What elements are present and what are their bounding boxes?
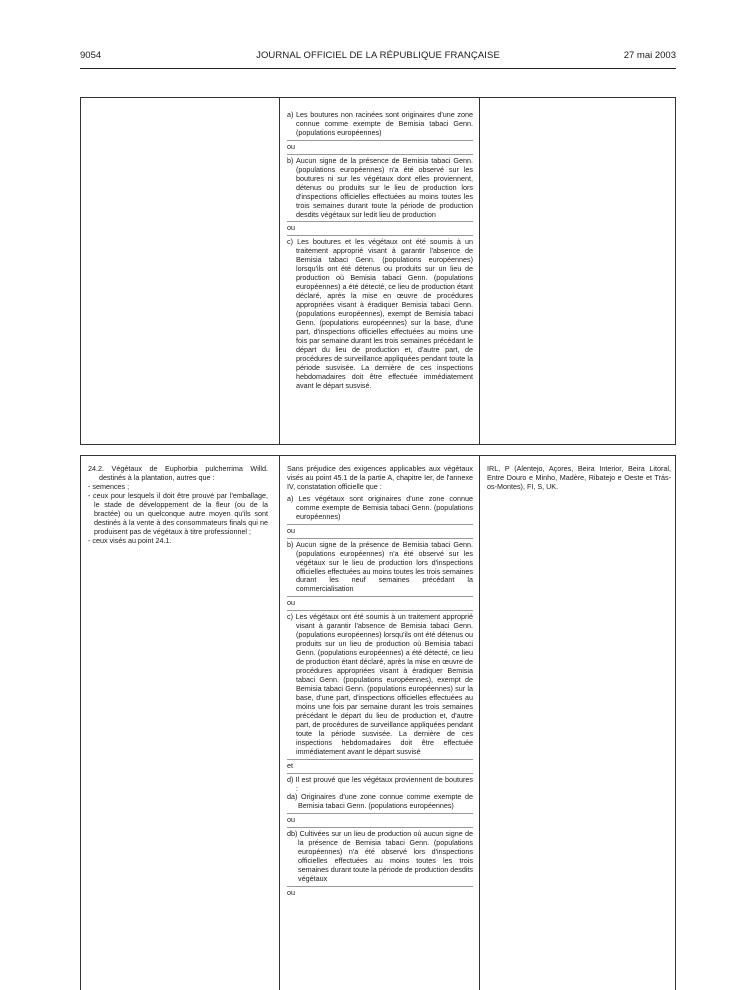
conjunction-ou: ou — [287, 598, 295, 608]
header-rule — [80, 68, 676, 69]
publication-date: 27 mai 2003 — [623, 50, 676, 61]
protected-zones-text: IRL, P (Alentejo, Açores, Beira Interior, Beira Litoral, Entre Douro e Minho, Madère, Ribatejo e Oeste et Trás-os-Montes), FI, S, UK. — [487, 464, 671, 491]
clause-da: da) Originaires d'une zone connue comme exempte de Bemisia tabaci Genn. (populations européennes) — [287, 792, 473, 811]
clause-separator — [287, 773, 473, 774]
clause-separator — [287, 610, 473, 611]
table-row — [80, 455, 676, 990]
conjunction-ou: ou — [287, 525, 295, 535]
list-item: - ceux visés au point 24.1. — [88, 535, 172, 545]
clause-separator — [287, 596, 473, 597]
list-item: - ceux pour lesquels il doit être prouvé par l'emballage, le stade de développement de la fleur (ou de la bractée) ou un quelconque autre moyen qu'ils sont destinés à la vente à des consommateurs finals qui ne produisent pas de végétaux à titre professionnel ; — [88, 490, 268, 536]
clause-separator — [287, 759, 473, 760]
conjunction-ou: ou — [287, 141, 295, 151]
clause-c: c) Les végétaux ont été soumis à un traitement approprié visant à garantir l'absence de Bemisia tabaci Genn. (populations européennes) lorsqu'ils ont été détenus ou produits sur un lieu de production où Bemisia tabaci Genn. (populations européennes) a été détecté, ce lieu de production étant déclaré, après la mise en œuvre de procédures appropriées visant à éradiquer Bemisia tabaci Genn. (populations européennes), exempt de Bemisia tabaci Genn. (populations européennes) sur la base, d'une part, d'inspections officielles effectuées au moins une fois par semaine durant les trois semaines précédant le départ du lieu de production et, d'autre part, de procédures de surveillance appliquées pendant toute la période susvisée. La dernière de ces inspections hebdomadaires doit être effectuée immédiatement avant le départ susvisé — [287, 612, 474, 756]
clause-db: db) Cultivées sur un lieu de production où aucun signe de la présence de Bemisia tabaci Genn. (populations européennes) n'a été observé lors d'inspections officielles effectuées au moins toutes les trois semaines durant toute la période de production desdits végétaux — [287, 829, 474, 884]
conjunction-ou: ou — [287, 815, 295, 825]
conjunction-et: et — [287, 760, 293, 770]
clause-a: a) Les boutures non racinées sont originaires d'une zone connue comme exempte de Bemisia tabaci Genn. (populations européennes) — [287, 110, 473, 137]
clause-b: b) Aucun signe de la présence de Bemisia tabaci Genn. (populations européennes) n'a été observé sur les boutures ni sur les végétaux dont elles proviennent, détenus ou produits sur le lieu de production lors d'inspections officielles effectuées au moins toutes les trois semaines durant toute la période de production desdits végétaux sur ledit lieu de production — [287, 155, 473, 219]
list-item: - semences ; — [88, 481, 130, 491]
clause-b: b) Aucun signe de la présence de Bemisia tabaci Genn. (populations européennes) n'a été observé sur les végétaux sur le lieu de production lors d'inspections officielles effectuées au moins toutes les trois semaines durant les neuf semaines précédant la commercialisation — [287, 539, 473, 594]
table-row — [80, 97, 676, 445]
requirements-cell — [287, 111, 473, 391]
clause-separator — [287, 154, 473, 155]
requirements-cell — [287, 465, 473, 900]
clause-separator — [287, 524, 473, 525]
conjunction-ou: ou — [287, 223, 295, 233]
clause-separator — [287, 221, 473, 222]
clause-separator — [287, 140, 473, 141]
column-divider — [479, 456, 480, 990]
clause-d: d) Il est prouvé que les végétaux proviennent de boutures : — [287, 774, 473, 793]
clause-separator — [287, 827, 473, 828]
plant-description-cell — [88, 465, 268, 546]
clause-separator — [287, 538, 473, 539]
protected-zones-cell — [487, 465, 671, 492]
journal-title: JOURNAL OFFICIEL DE LA RÉPUBLIQUE FRANÇAISE — [256, 50, 500, 61]
item-title: 24.2. Végétaux de Euphorbia pulcherrima Willd. destinés à la plantation, autres que : — [88, 464, 268, 482]
clause-separator — [287, 886, 473, 887]
intro-text: Sans préjudice des exigences applicables aux végétaux visés au point 45.1 de la partie A, chapitre Ier, de l'annexe IV, constatation officielle que : — [287, 464, 473, 491]
column-divider — [479, 98, 480, 444]
page-number: 9054 — [80, 50, 102, 61]
clause-c: c) Les boutures et les végétaux ont été soumis à un traitement approprié visant à garantir l'absence de Bemisia tabaci Genn. (populations européennes) lorsqu'ils ont été détenus ou produits sur un lieu de production où Bemisia tabaci Genn. (populations européennes) a été détecté, ce lieu de production étant déclaré, après la mise en œuvre de procédures appropriées visant à éradiquer Bemisia tabaci Genn. (populations européennes), exempt de Bemisia tabaci Genn. (populations européennes) sur la base, d'une part, d'inspections officielles effectuées au moins une fois par semaine durant les trois semaines précédant le départ du lieu de production et, d'autre part, de procédures de surveillance appliquées pendant toute la période susvisée. La dernière de ces inspections hebdomadaires doit être effectuée immédiatement avant le départ susvisé. — [287, 237, 473, 390]
clause-a: a) Les végétaux sont originaires d'une zone connue comme exempte de Bemisia tabaci Genn. (populations européennes) — [287, 493, 473, 521]
page-header — [80, 50, 676, 64]
column-divider — [279, 98, 280, 444]
clause-separator — [287, 813, 473, 814]
column-divider — [279, 456, 280, 990]
clause-separator — [287, 235, 473, 236]
conjunction-ou: ou — [287, 888, 295, 898]
